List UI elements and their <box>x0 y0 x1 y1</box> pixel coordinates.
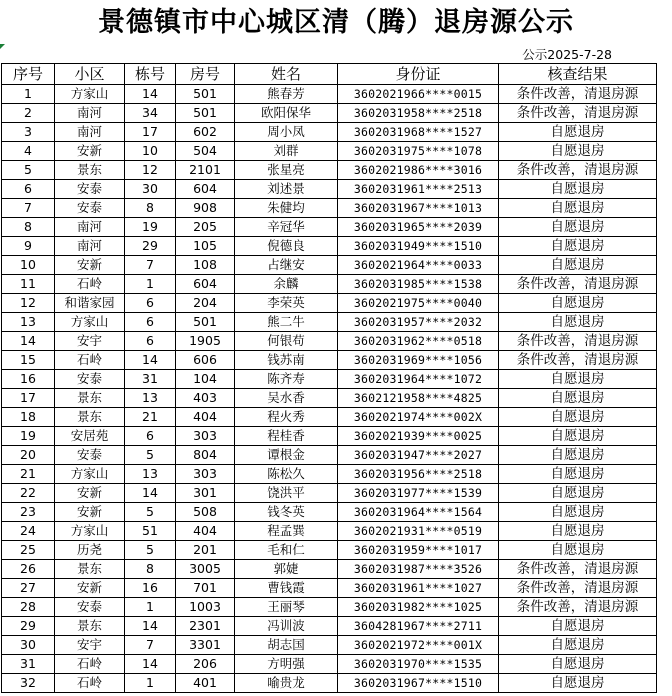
cell-building: 5 <box>125 446 176 465</box>
cell-building: 5 <box>125 541 176 560</box>
cell-name: 程火秀 <box>235 408 338 427</box>
cell-id: 3602031964****1072 <box>338 370 499 389</box>
cell-result: 自愿退房 <box>499 427 657 446</box>
header-cell-name: 姓名 <box>235 64 338 85</box>
cell-result: 自愿退房 <box>499 408 657 427</box>
cell-community: 景东 <box>55 408 125 427</box>
cell-name: 周小凤 <box>235 123 338 142</box>
cell-name: 熊春芳 <box>235 85 338 104</box>
cell-index: 5 <box>2 161 55 180</box>
cell-building: 7 <box>125 636 176 655</box>
cell-building: 14 <box>125 85 176 104</box>
cell-result: 自愿退房 <box>499 180 657 199</box>
cell-building: 6 <box>125 332 176 351</box>
cell-result: 自愿退房 <box>499 256 657 275</box>
cell-result: 自愿退房 <box>499 370 657 389</box>
header-cell-room: 房号 <box>176 64 235 85</box>
cell-id: 3602031969****1056 <box>338 351 499 370</box>
cell-building: 13 <box>125 389 176 408</box>
cell-id: 3602021931****0519 <box>338 522 499 541</box>
table-row <box>2 465 657 484</box>
cell-index: 16 <box>2 370 55 389</box>
cell-building: 13 <box>125 465 176 484</box>
cell-name: 朱健均 <box>235 199 338 218</box>
cell-community: 方家山 <box>55 85 125 104</box>
cell-room: 1003 <box>176 598 235 617</box>
cell-name: 谭根金 <box>235 446 338 465</box>
cell-index: 2 <box>2 104 55 123</box>
table-row <box>2 180 657 199</box>
cell-name: 陈齐寿 <box>235 370 338 389</box>
cell-building: 14 <box>125 655 176 674</box>
cell-index: 4 <box>2 142 55 161</box>
cell-room: 301 <box>176 484 235 503</box>
cell-id: 3602031977****1539 <box>338 484 499 503</box>
cell-name: 王丽琴 <box>235 598 338 617</box>
cell-id: 3602021966****0015 <box>338 85 499 104</box>
table-row <box>2 427 657 446</box>
cell-result: 自愿退房 <box>499 503 657 522</box>
cell-community: 南河 <box>55 104 125 123</box>
cell-building: 1 <box>125 598 176 617</box>
table-row <box>2 351 657 370</box>
cell-index: 1 <box>2 85 55 104</box>
cell-result: 条件改善，清退房源 <box>499 598 657 617</box>
cell-building: 6 <box>125 427 176 446</box>
cell-index: 11 <box>2 275 55 294</box>
cell-room: 701 <box>176 579 235 598</box>
cell-index: 7 <box>2 199 55 218</box>
housing-table <box>1 63 657 693</box>
cell-id: 3602031956****2518 <box>338 465 499 484</box>
cell-index: 10 <box>2 256 55 275</box>
table-row <box>2 294 657 313</box>
cell-index: 22 <box>2 484 55 503</box>
cell-id: 3602021974****002X <box>338 408 499 427</box>
table-row <box>2 142 657 161</box>
table-row <box>2 503 657 522</box>
cell-room: 508 <box>176 503 235 522</box>
cell-result: 条件改善，清退房源 <box>499 351 657 370</box>
cell-building: 10 <box>125 142 176 161</box>
cell-result: 自愿退房 <box>499 655 657 674</box>
cell-community: 安新 <box>55 579 125 598</box>
cell-room: 606 <box>176 351 235 370</box>
cell-community: 安新 <box>55 484 125 503</box>
cell-building: 21 <box>125 408 176 427</box>
table-row <box>2 408 657 427</box>
table-row <box>2 484 657 503</box>
cell-name: 熊二牛 <box>235 313 338 332</box>
header-cell-id: 身份证 <box>338 64 499 85</box>
cell-index: 19 <box>2 427 55 446</box>
cell-community: 和谐家园 <box>55 294 125 313</box>
cell-room: 105 <box>176 237 235 256</box>
cell-room: 201 <box>176 541 235 560</box>
header-cell-building: 栋号 <box>125 64 176 85</box>
table-row <box>2 655 657 674</box>
cell-index: 26 <box>2 560 55 579</box>
cell-id: 3602021975****0040 <box>338 294 499 313</box>
cell-name: 冯训波 <box>235 617 338 636</box>
cell-id: 3602031957****2032 <box>338 313 499 332</box>
table-row <box>2 389 657 408</box>
cell-room: 602 <box>176 123 235 142</box>
cell-index: 27 <box>2 579 55 598</box>
cell-building: 17 <box>125 123 176 142</box>
cell-name: 郭婕 <box>235 560 338 579</box>
cell-community: 安新 <box>55 503 125 522</box>
cell-community: 安新 <box>55 256 125 275</box>
cell-result: 自愿退房 <box>499 142 657 161</box>
cell-name: 辛冠华 <box>235 218 338 237</box>
cell-name: 钱冬英 <box>235 503 338 522</box>
cell-index: 31 <box>2 655 55 674</box>
cell-name: 刘述景 <box>235 180 338 199</box>
table-row <box>2 617 657 636</box>
table-row <box>2 560 657 579</box>
cell-room: 3005 <box>176 560 235 579</box>
cell-building: 29 <box>125 237 176 256</box>
cell-building: 30 <box>125 180 176 199</box>
cell-community: 历尧 <box>55 541 125 560</box>
table-row <box>2 370 657 389</box>
cell-building: 6 <box>125 294 176 313</box>
cell-index: 9 <box>2 237 55 256</box>
cell-name: 毛和仁 <box>235 541 338 560</box>
cell-index: 32 <box>2 674 55 693</box>
header-row <box>2 64 657 85</box>
table-row <box>2 522 657 541</box>
cell-building: 6 <box>125 313 176 332</box>
cell-community: 石岭 <box>55 275 125 294</box>
cell-room: 104 <box>176 370 235 389</box>
cell-id: 3602031965****2039 <box>338 218 499 237</box>
cell-index: 6 <box>2 180 55 199</box>
cell-community: 方家山 <box>55 522 125 541</box>
cell-room: 604 <box>176 180 235 199</box>
cell-building: 19 <box>125 218 176 237</box>
cell-index: 15 <box>2 351 55 370</box>
cell-building: 31 <box>125 370 176 389</box>
cell-community: 南河 <box>55 123 125 142</box>
table-row <box>2 275 657 294</box>
cell-name: 吴水香 <box>235 389 338 408</box>
table-row <box>2 104 657 123</box>
cell-room: 303 <box>176 465 235 484</box>
table-row <box>2 332 657 351</box>
cell-name: 占继安 <box>235 256 338 275</box>
cell-id: 3602031962****0518 <box>338 332 499 351</box>
cell-room: 604 <box>176 275 235 294</box>
cell-id: 3602031968****1527 <box>338 123 499 142</box>
cell-id: 3602031967****1013 <box>338 199 499 218</box>
cell-building: 14 <box>125 351 176 370</box>
table-row <box>2 636 657 655</box>
page-title: 景德镇市中心城区清（腾）退房源公示 <box>98 7 574 38</box>
table-row <box>2 313 657 332</box>
cell-building: 12 <box>125 161 176 180</box>
cell-result: 自愿退房 <box>499 123 657 142</box>
cell-name: 何银苟 <box>235 332 338 351</box>
table-row <box>2 541 657 560</box>
cell-community: 石岭 <box>55 351 125 370</box>
cell-index: 24 <box>2 522 55 541</box>
cell-community: 安泰 <box>55 446 125 465</box>
table-row <box>2 579 657 598</box>
cell-id: 3602031949****1510 <box>338 237 499 256</box>
cell-index: 21 <box>2 465 55 484</box>
cell-index: 14 <box>2 332 55 351</box>
cell-result: 自愿退房 <box>499 484 657 503</box>
cell-result: 自愿退房 <box>499 313 657 332</box>
cell-room: 401 <box>176 674 235 693</box>
cell-result: 条件改善，清退房源 <box>499 332 657 351</box>
cell-room: 108 <box>176 256 235 275</box>
cell-community: 安泰 <box>55 180 125 199</box>
cell-name: 喻贵龙 <box>235 674 338 693</box>
cell-building: 8 <box>125 560 176 579</box>
cell-community: 安新 <box>55 142 125 161</box>
cell-name: 方明强 <box>235 655 338 674</box>
cell-result: 自愿退房 <box>499 294 657 313</box>
cell-index: 29 <box>2 617 55 636</box>
cell-index: 8 <box>2 218 55 237</box>
cell-index: 13 <box>2 313 55 332</box>
cell-result: 自愿退房 <box>499 674 657 693</box>
cell-index: 25 <box>2 541 55 560</box>
cell-index: 18 <box>2 408 55 427</box>
cell-index: 12 <box>2 294 55 313</box>
cell-result: 条件改善，清退房源 <box>499 104 657 123</box>
cell-id: 3604281967****2711 <box>338 617 499 636</box>
cell-id: 3602021964****0033 <box>338 256 499 275</box>
table-row <box>2 598 657 617</box>
cell-community: 方家山 <box>55 313 125 332</box>
cell-id: 3602031964****1564 <box>338 503 499 522</box>
cell-community: 南河 <box>55 218 125 237</box>
cell-id: 3602021972****001X <box>338 636 499 655</box>
header-cell-index: 序号 <box>2 64 55 85</box>
table-row <box>2 218 657 237</box>
cell-id: 3602031970****1535 <box>338 655 499 674</box>
table-row <box>2 199 657 218</box>
cell-room: 404 <box>176 408 235 427</box>
table-row <box>2 256 657 275</box>
table-row <box>2 237 657 256</box>
cell-building: 7 <box>125 256 176 275</box>
cell-building: 1 <box>125 275 176 294</box>
cell-name: 程孟巽 <box>235 522 338 541</box>
cell-room: 3301 <box>176 636 235 655</box>
cell-result: 条件改善，清退房源 <box>499 85 657 104</box>
cell-room: 403 <box>176 389 235 408</box>
cell-id: 3602031985****1538 <box>338 275 499 294</box>
cell-room: 205 <box>176 218 235 237</box>
cell-room: 303 <box>176 427 235 446</box>
cell-index: 17 <box>2 389 55 408</box>
cell-community: 景东 <box>55 161 125 180</box>
cell-id: 3602031967****1510 <box>338 674 499 693</box>
cell-room: 501 <box>176 85 235 104</box>
cell-id: 3602031961****1027 <box>338 579 499 598</box>
cell-building: 5 <box>125 503 176 522</box>
cell-room: 2301 <box>176 617 235 636</box>
cell-community: 南河 <box>55 237 125 256</box>
cell-room: 2101 <box>176 161 235 180</box>
cell-building: 14 <box>125 484 176 503</box>
cell-result: 自愿退房 <box>499 218 657 237</box>
cell-name: 欧阳保华 <box>235 104 338 123</box>
cell-room: 204 <box>176 294 235 313</box>
cell-room: 501 <box>176 313 235 332</box>
cell-index: 3 <box>2 123 55 142</box>
cell-result: 自愿退房 <box>499 199 657 218</box>
cell-name: 倪德良 <box>235 237 338 256</box>
cell-room: 1905 <box>176 332 235 351</box>
cell-community: 安泰 <box>55 370 125 389</box>
cell-building: 34 <box>125 104 176 123</box>
cell-id: 3602121958****4825 <box>338 389 499 408</box>
cell-room: 206 <box>176 655 235 674</box>
cell-name: 饶洪平 <box>235 484 338 503</box>
cell-result: 自愿退房 <box>499 541 657 560</box>
cell-name: 李荣英 <box>235 294 338 313</box>
cell-building: 14 <box>125 617 176 636</box>
cell-community: 景东 <box>55 560 125 579</box>
cell-result: 条件改善，清退房源 <box>499 579 657 598</box>
cell-result: 自愿退房 <box>499 389 657 408</box>
table-row <box>2 85 657 104</box>
cell-index: 30 <box>2 636 55 655</box>
cell-building: 1 <box>125 674 176 693</box>
cell-community: 方家山 <box>55 465 125 484</box>
cell-id: 3602031958****2518 <box>338 104 499 123</box>
cell-index: 28 <box>2 598 55 617</box>
cell-community: 安宇 <box>55 636 125 655</box>
table-row <box>2 161 657 180</box>
cell-building: 8 <box>125 199 176 218</box>
cell-result: 自愿退房 <box>499 522 657 541</box>
cell-index: 23 <box>2 503 55 522</box>
cell-id: 3602031975****1078 <box>338 142 499 161</box>
table-row <box>2 674 657 693</box>
header-cell-result: 核查结果 <box>499 64 657 85</box>
header-cell-community: 小区 <box>55 64 125 85</box>
cell-result: 自愿退房 <box>499 237 657 256</box>
cell-id: 3602021939****0025 <box>338 427 499 446</box>
cell-result: 自愿退房 <box>499 446 657 465</box>
cell-name: 陈松久 <box>235 465 338 484</box>
cell-result: 自愿退房 <box>499 465 657 484</box>
cell-name: 刘群 <box>235 142 338 161</box>
cell-community: 景东 <box>55 389 125 408</box>
cell-room: 804 <box>176 446 235 465</box>
cell-id: 3602031959****1017 <box>338 541 499 560</box>
cell-index: 20 <box>2 446 55 465</box>
cell-community: 安居苑 <box>55 427 125 446</box>
cell-name: 曹钱霞 <box>235 579 338 598</box>
cell-room: 504 <box>176 142 235 161</box>
cell-room: 501 <box>176 104 235 123</box>
cell-name: 程桂香 <box>235 427 338 446</box>
cell-id: 3602031982****1025 <box>338 598 499 617</box>
cell-room: 908 <box>176 199 235 218</box>
publish-date: 公示2025-7-28 <box>522 47 612 62</box>
cell-building: 16 <box>125 579 176 598</box>
cell-id: 3602031947****2027 <box>338 446 499 465</box>
cell-community: 石岭 <box>55 674 125 693</box>
cell-id: 3602021986****3016 <box>338 161 499 180</box>
table-row <box>2 123 657 142</box>
cell-id: 3602031987****3526 <box>338 560 499 579</box>
cell-result: 自愿退房 <box>499 617 657 636</box>
cell-result: 条件改善，清退房源 <box>499 275 657 294</box>
cell-community: 石岭 <box>55 655 125 674</box>
cell-name: 钱苏南 <box>235 351 338 370</box>
cell-community: 景东 <box>55 617 125 636</box>
cell-result: 自愿退房 <box>499 636 657 655</box>
cell-community: 安泰 <box>55 199 125 218</box>
cell-community: 安泰 <box>55 598 125 617</box>
cell-name: 胡志国 <box>235 636 338 655</box>
cell-result: 条件改善，清退房源 <box>499 560 657 579</box>
cell-id: 3602031961****2513 <box>338 180 499 199</box>
cell-result: 条件改善，清退房源 <box>499 161 657 180</box>
cell-community: 安宇 <box>55 332 125 351</box>
cell-name: 余麟 <box>235 275 338 294</box>
table-row <box>2 446 657 465</box>
cell-name: 张星亮 <box>235 161 338 180</box>
cell-room: 404 <box>176 522 235 541</box>
cell-building: 51 <box>125 522 176 541</box>
